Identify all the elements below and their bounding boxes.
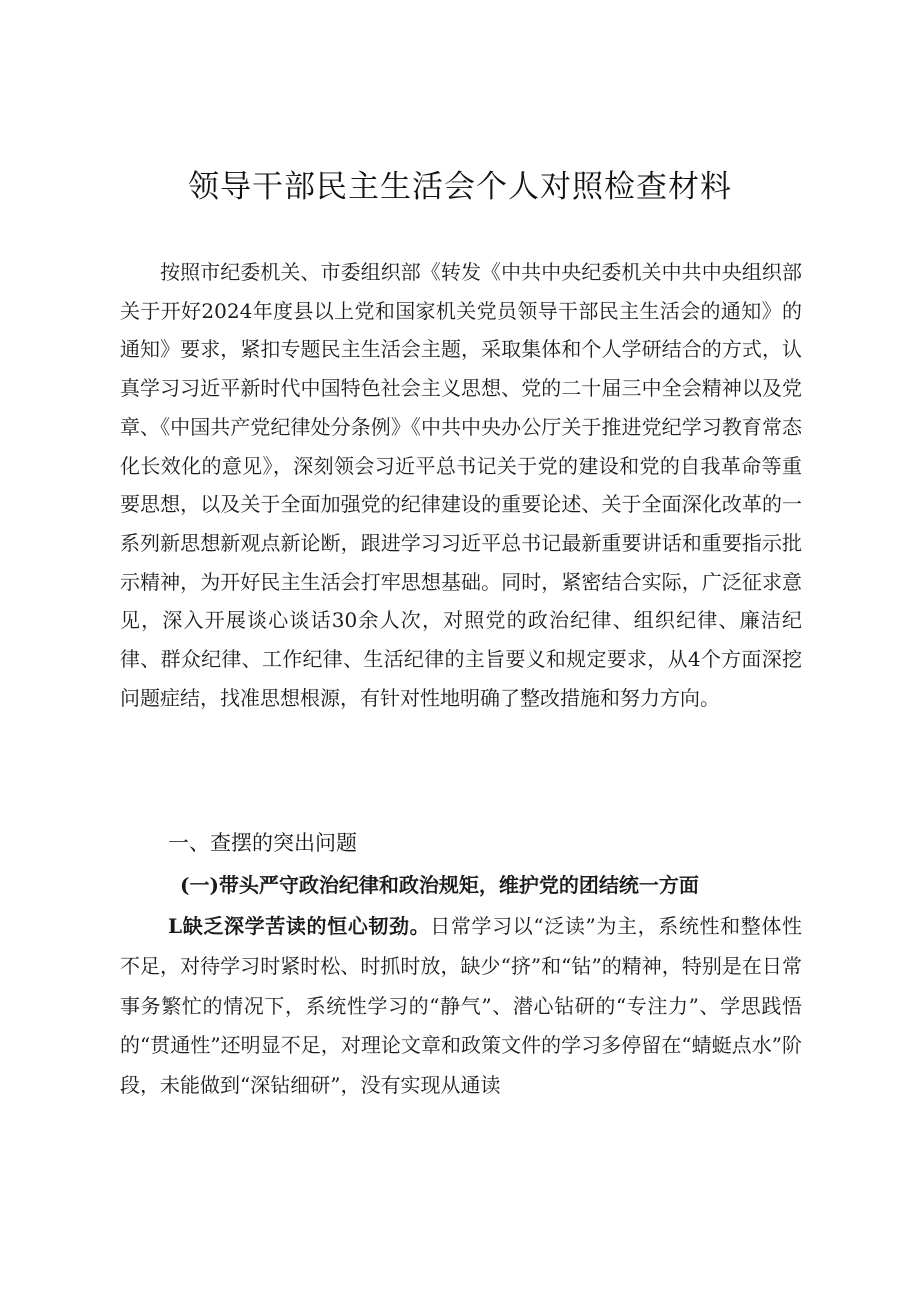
point-title: L缺乏深学苦读的恒心韧劲。: [168, 914, 431, 938]
point-paragraph: [120, 907, 802, 1106]
intro-paragraph: 按照市纪委机关、市委组织部《转发《中共中央纪委机关中共中央组织部关于开好2024年度县以上党和国家机关党员领导干部民主生活会的通知》的通知》要求，紧扣专题民主生活会主题，采取集体和个人学研结合的方式，认真学习习近平新时代中国特色社会主义思想、党的二十届三中全会精神以及党章、《中国共产党纪律处分条例》《中共中央办公厅关于推进党纪学习教育常态化长效化的意见》，深刻领会习近平总书记关于党的建设和党的自我革命等重要思想，以及关于全面加强党的纪律建设的重要论述、关于全面深化改革的一系列新思想新观点新论断，跟进学习习近平总书记最新重要讲话和重要指示批示精神，为开好民主生活会打牢思想基础。同时，紧密结合实际，广泛征求意见，深入开展谈心谈话30余人次，对照党的政治纪律、组织纪律、廉洁纪律、群众纪律、工作纪律、生活纪律的主旨要义和规定要求，从4个方面深挖问题症结，找准思想根源，有针对性地明确了整改措施和努力方向。: [120, 260, 802, 710]
point-text: 日常学习以“泛读”为主，系统性和整体性不足，对待学习时紧时松、时抓时放，缺少“挤”和“钻”的精神，特别是在日常事务繁忙的情况下，系统性学习的“静气”、潜心钻研的“专注力”、学思践悟的“贯通性”还明显不足，对理论文章和政策文件的学习多停留在“蜻蜓点水”阶段，未能做到“深钻细研”，没有实现从通读: [120, 914, 802, 1098]
subsection-heading: (一)带头严守政治纪律和政治规矩，维护党的团结统一方面: [180, 873, 699, 897]
section-heading: 一、查摆的突出问题: [168, 831, 357, 855]
document-title: 领导干部民主生活会个人对照检查材料: [188, 169, 732, 205]
